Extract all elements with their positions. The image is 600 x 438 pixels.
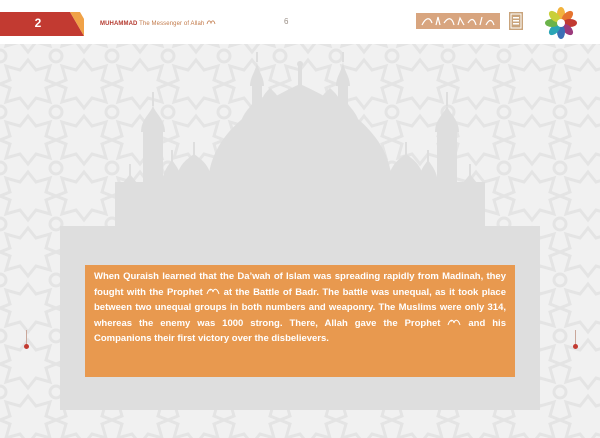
page-header xyxy=(0,0,600,44)
story-text-box xyxy=(85,265,515,377)
salawat-glyph xyxy=(206,19,216,25)
story-paragraph xyxy=(94,269,506,347)
paragraph-part-3: and his Companions their first victory over the disbelievers. xyxy=(94,317,506,344)
left-margin-marker xyxy=(24,344,29,349)
chapter-number: 6 xyxy=(284,17,289,26)
book-title xyxy=(100,19,216,27)
page-number: 2 xyxy=(34,16,42,30)
paragraph-part-2: at the Battle of Badr. The battle was unequal, as it took place between two unequal groups in both numbers and weaponry. The Muslims were only 314, whereas the enemy was 1000 strong. There, Allah gave the Prophet xyxy=(94,286,506,329)
salawat-glyph xyxy=(206,287,220,295)
salawat-glyph xyxy=(447,318,461,326)
flower-logo-icon xyxy=(544,6,578,40)
book-title-rest: The Messenger of Allah xyxy=(137,21,205,27)
page-number-tab xyxy=(0,12,84,36)
book-title-strong: MUHAMMAD xyxy=(100,21,138,27)
seal-icon xyxy=(509,12,523,30)
calligraphy-banner xyxy=(416,13,500,29)
right-margin-marker xyxy=(573,344,578,349)
paragraph-part-1: When Quraish learned that the Da’wah of Islam was spreading rapidly from Madinah, they fought with the Prophet xyxy=(94,271,506,298)
